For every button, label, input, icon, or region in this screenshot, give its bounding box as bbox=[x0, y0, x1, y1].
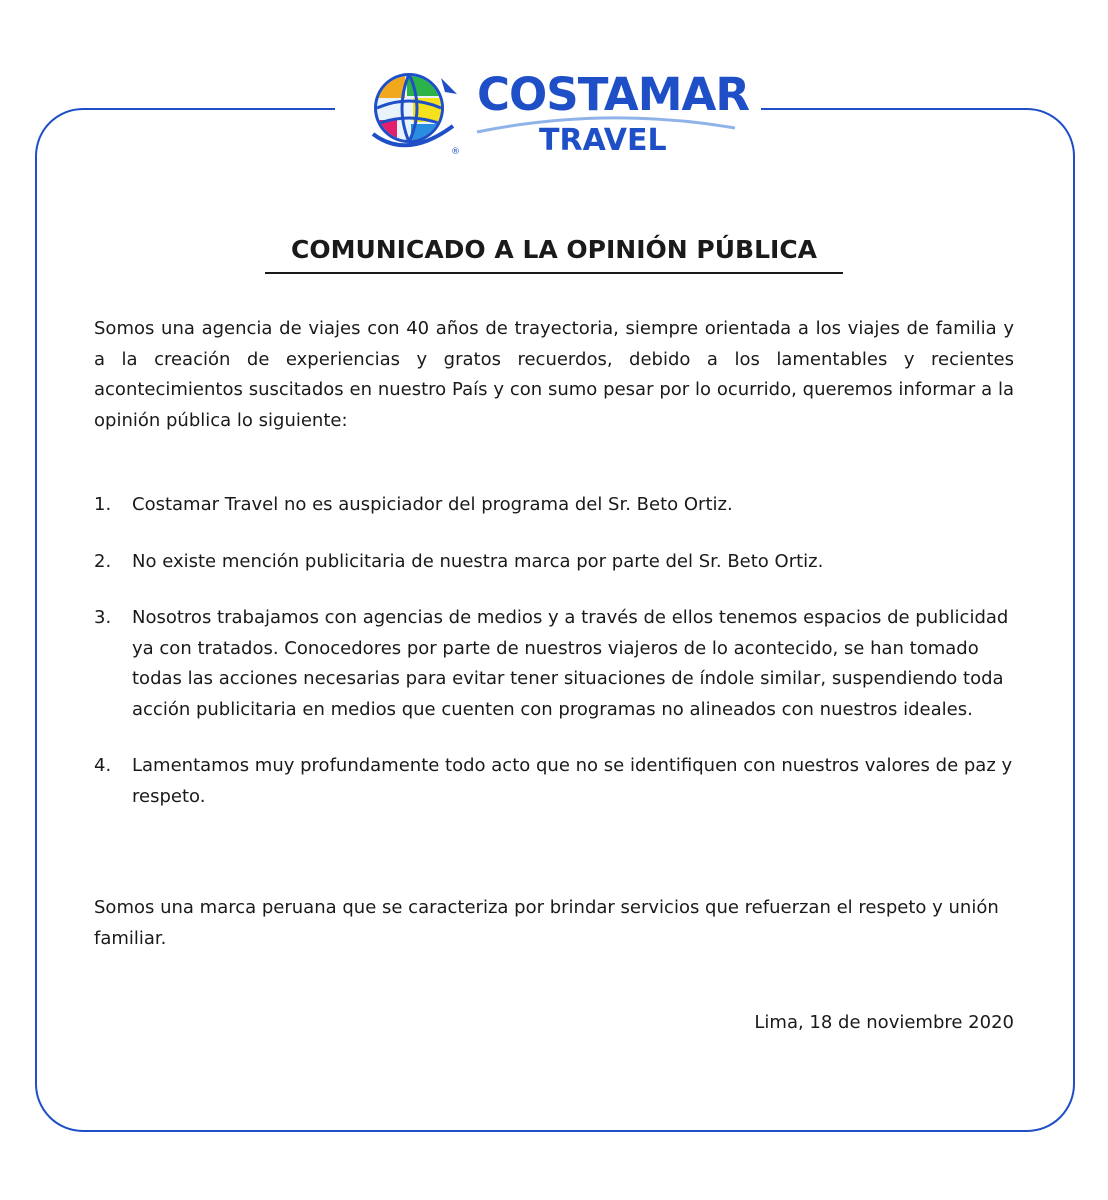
list-item-text: Nosotros trabajamos con agencias de medios y a través de ellos tenemos espacios de publicidad ya con tratados. Conocedores por parte de nuestros viajeros de lo acontecido, se han tomado todas las acciones necesarias para evitar tener situaciones de índole similar, suspendiendo toda acción publicitaria en medios que cuenten con programas no alineados con nuestros ideales. bbox=[132, 607, 1009, 720]
list-item bbox=[94, 547, 1032, 578]
costamar-logo bbox=[367, 64, 749, 164]
closing-paragraph: Somos una marca peruana que se caracteriza por brindar servicios que refuerzan el respeto y unión familiar. bbox=[94, 897, 999, 949]
statement-list bbox=[94, 490, 1034, 838]
list-item-text: Costamar Travel no es auspiciador del programa del Sr. Beto Ortiz. bbox=[132, 494, 733, 515]
list-item-text: No existe mención publicitaria de nuestra marca por parte del Sr. Beto Ortiz. bbox=[132, 550, 824, 572]
list-item-number: 1. bbox=[94, 494, 112, 515]
document-date: Lima, 18 de noviembre 2020 bbox=[754, 1012, 1014, 1033]
list-item-text: Lamentamos muy profundamente todo acto que no se identifiquen con nuestros valores de paz y respeto. bbox=[132, 755, 1013, 807]
list-item-number: 3. bbox=[94, 607, 112, 628]
list-item bbox=[94, 603, 1032, 725]
list-item bbox=[94, 751, 1032, 812]
list-item-number: 2. bbox=[94, 550, 112, 572]
brand-name: COSTAMAR bbox=[477, 68, 749, 121]
list-item bbox=[94, 490, 1032, 521]
registered-mark: ® bbox=[451, 147, 460, 157]
intro-paragraph: Somos una agencia de viajes con 40 años de trayectoria, siempre orientada a los viajes de familia y a la creación de experiencias y gratos recuerdos, debido a los lamentables y recientes acontecimientos suscitados en nuestro País y con sumo pesar por lo ocurrido, queremos informar a la opinión pública lo siguiente: bbox=[94, 318, 1014, 431]
globe-icon bbox=[367, 64, 467, 164]
list-item-number: 4. bbox=[94, 755, 112, 776]
document-title: COMUNICADO A LA OPINIÓN PÚBLICA bbox=[265, 228, 843, 274]
brand-subtitle: TRAVEL bbox=[539, 123, 667, 158]
